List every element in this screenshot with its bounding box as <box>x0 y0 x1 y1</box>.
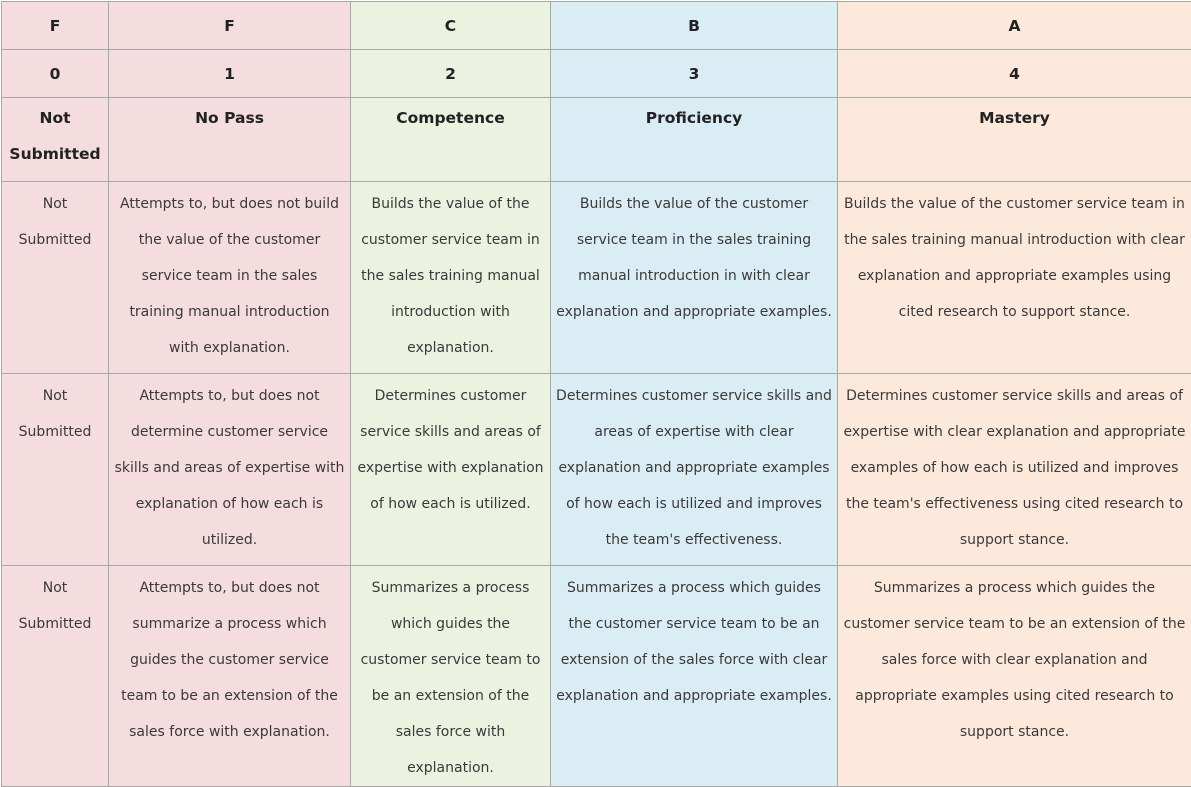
level-row <box>2 98 1191 182</box>
points-header-cell: 4 <box>838 50 1191 98</box>
grade-header-cell: A <box>838 2 1191 50</box>
criterion-row <box>2 374 1191 566</box>
criterion-cell: Attempts to, but does not build the value of the customer service team in the sales training manual introduction with explanation. <box>109 182 351 374</box>
criterion-cell: Determines customer service skills and areas of expertise with clear explanation and appropriate examples of how each is utilized and improves the team's effectiveness using cited research to support stance. <box>838 374 1191 566</box>
criterion-cell: Determines customer service skills and areas of expertise with clear explanation and appropriate examples of how each is utilized and improves the team's effectiveness. <box>551 374 838 566</box>
grade-row <box>2 2 1191 50</box>
criterion-cell: Builds the value of the customer service team in the sales training manual introduction in with clear explanation and appropriate examples. <box>551 182 838 374</box>
criterion-cell: Not Submitted <box>2 566 109 787</box>
level-header-cell: Competence <box>351 98 551 182</box>
criterion-cell: Summarizes a process which guides the customer service team to be an extension of the sales force with explanation. <box>351 566 551 787</box>
level-header-cell: Mastery <box>838 98 1191 182</box>
grade-header-cell: F <box>2 2 109 50</box>
grade-header-cell: F <box>109 2 351 50</box>
criterion-cell: Not Submitted <box>2 374 109 566</box>
criterion-row <box>2 566 1191 787</box>
level-header-cell: No Pass <box>109 98 351 182</box>
points-header-cell: 2 <box>351 50 551 98</box>
criterion-cell: Determines customer service skills and areas of expertise with explanation of how each is utilized. <box>351 374 551 566</box>
level-header-cell: Not Submitted <box>2 98 109 182</box>
criterion-row <box>2 182 1191 374</box>
points-row <box>2 50 1191 98</box>
grade-header-cell: C <box>351 2 551 50</box>
criterion-cell: Attempts to, but does not determine customer service skills and areas of expertise with explanation of how each is utilized. <box>109 374 351 566</box>
points-header-cell: 0 <box>2 50 109 98</box>
criterion-cell: Summarizes a process which guides the customer service team to be an extension of the sales force with clear explanation and appropriate examples. <box>551 566 838 787</box>
criterion-cell: Summarizes a process which guides the customer service team to be an extension of the sales force with clear explanation and appropriate examples using cited research to support stance. <box>838 566 1191 787</box>
criterion-cell: Builds the value of the customer service team in the sales training manual introduction with explanation. <box>351 182 551 374</box>
points-header-cell: 1 <box>109 50 351 98</box>
level-header-cell: Proficiency <box>551 98 838 182</box>
criterion-cell: Builds the value of the customer service team in the sales training manual introduction with clear explanation and appropriate examples using cited research to support stance. <box>838 182 1191 374</box>
rubric-table <box>1 1 1191 787</box>
criterion-cell: Attempts to, but does not summarize a process which guides the customer service team to be an extension of the sales force with explanation. <box>109 566 351 787</box>
grade-header-cell: B <box>551 2 838 50</box>
points-header-cell: 3 <box>551 50 838 98</box>
criterion-cell: Not Submitted <box>2 182 109 374</box>
